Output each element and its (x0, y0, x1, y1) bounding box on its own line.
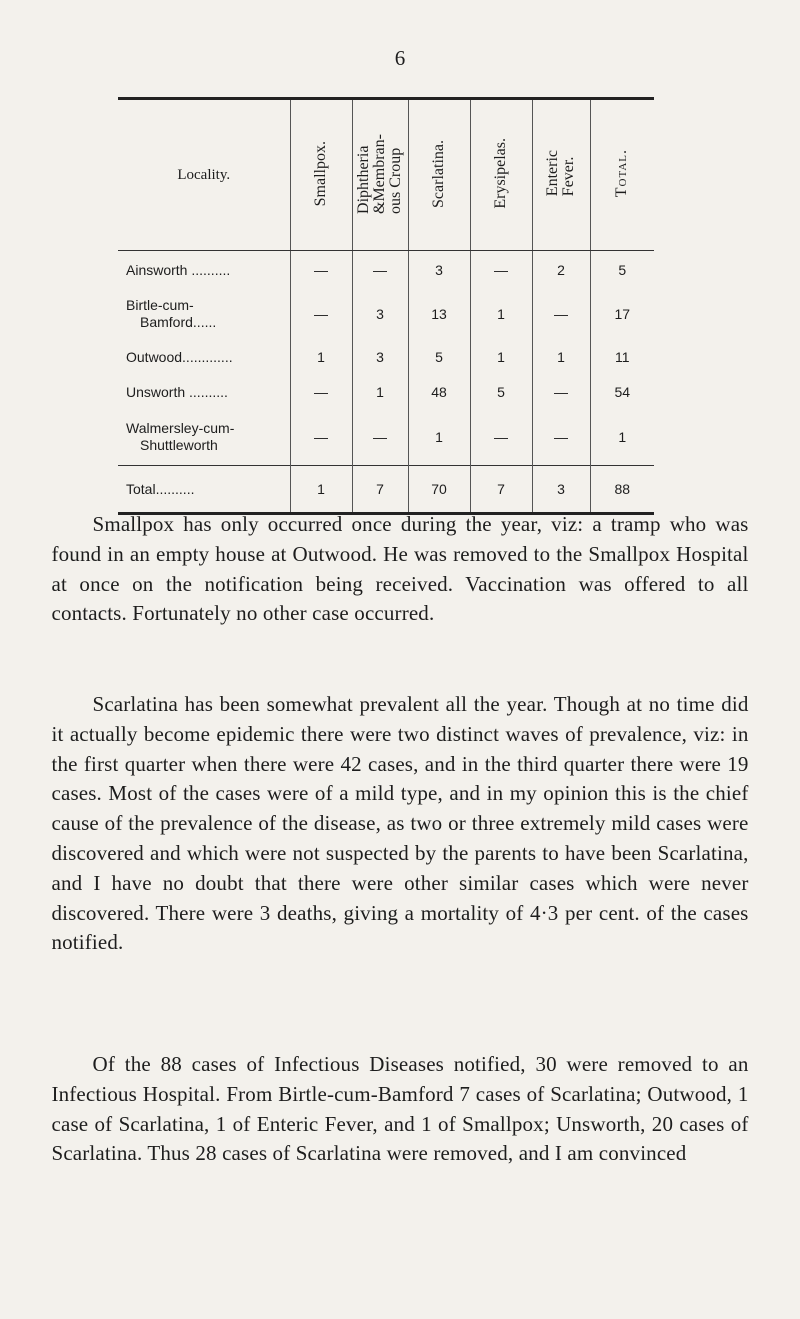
cell-enteric: 1 (532, 339, 590, 375)
header-total: Total. (590, 100, 654, 251)
table-header-row (118, 100, 654, 251)
paragraph-removals (0, 1050, 800, 1169)
cell-enteric: — (532, 409, 590, 466)
infectious-diseases-table (118, 97, 654, 515)
locality-line2: Shuttleworth (140, 437, 218, 453)
cell-locality: Outwood............. (126, 348, 233, 365)
cell-locality (118, 409, 290, 466)
cell-diphtheria: — (352, 251, 408, 290)
header-scarlatina: Scarlatina. (408, 100, 470, 251)
table-row (118, 289, 654, 339)
paragraph-text: Scarlatina has been somewhat prevalent all the year. Though at no time did it actually become epidemic there were two distinct waves of prevalence, viz: in the first quarter when there were 42 cases, and in the third quarter there were 19 cases. Most of the cases were of a mild type, and in my opinion this is the chief cause of the prevalence of the disease, as two or three extremely mild cases were discovered and which were not suspected by the parents to have been Scarlatina, and I have no doubt that there were other similar cases which were never discovered. There were 3 deaths, giving a mortality of 4·3 per cent. of the cases notified. (51, 692, 749, 955)
cell-scarlatina: 3 (408, 251, 470, 290)
locality-line1: Birtle-cum- (126, 297, 194, 313)
cell-scarlatina: 13 (408, 289, 470, 339)
cell-erysipelas: 1 (470, 339, 532, 375)
paragraph-text: Smallpox has only occurred once during the year, viz: a tramp who was found in an empty house at Outwood. He was removed to the Smallpox Hospital at once on the notification being received. Vaccination was offered to all contacts. Fortunately no other case occurred. (51, 512, 749, 626)
cell-total: 17 (590, 289, 654, 339)
locality-line1: Walmersley-cum- (126, 420, 235, 436)
paragraph-scarlatina (0, 690, 800, 958)
cell-scarlatina: 1 (408, 409, 470, 466)
header-enteric: Enteric Fever. (532, 100, 590, 251)
cell-diphtheria: — (352, 409, 408, 466)
page-number: 6 (394, 46, 406, 70)
cell-enteric: — (532, 375, 590, 409)
paragraph-smallpox (0, 510, 800, 629)
cell-erysipelas: — (470, 409, 532, 466)
cell-scarlatina: 70 (408, 466, 470, 513)
cell-diphtheria: 1 (352, 375, 408, 409)
table-row (118, 251, 654, 290)
stats-table (118, 100, 654, 512)
cell-locality (118, 289, 290, 339)
cell-smallpox: — (290, 409, 352, 466)
cell-total: 88 (590, 466, 654, 513)
cell-total: 11 (590, 339, 654, 375)
cell-scarlatina: 5 (408, 339, 470, 375)
locality-line2: Bamford...... (140, 314, 217, 330)
cell-locality: Ainsworth .......... (126, 261, 231, 278)
cell-total-label: Total.......... (118, 466, 290, 513)
header-diphtheria: Diphtheria &Membran- ous Croup (352, 100, 408, 251)
table-total-row (118, 466, 654, 513)
cell-erysipelas: 7 (470, 466, 532, 513)
cell-smallpox: 1 (290, 466, 352, 513)
cell-diphtheria: 7 (352, 466, 408, 513)
cell-smallpox: 1 (290, 339, 352, 375)
cell-enteric: 3 (532, 466, 590, 513)
cell-smallpox: — (290, 289, 352, 339)
cell-diphtheria: 3 (352, 339, 408, 375)
header-smallpox: Smallpox. (290, 100, 352, 251)
cell-scarlatina: 48 (408, 375, 470, 409)
table-row (118, 375, 654, 409)
cell-enteric: 2 (532, 251, 590, 290)
table-row (118, 339, 654, 375)
cell-locality: Unsworth .......... (126, 383, 228, 400)
cell-enteric: — (532, 289, 590, 339)
table-row (118, 409, 654, 466)
cell-erysipelas: 5 (470, 375, 532, 409)
header-erysipelas: Erysipelas. (470, 100, 532, 251)
paragraph-text: Of the 88 cases of Infectious Diseases notified, 30 were removed to an Infectious Hospital. From Birtle-cum-Bamford 7 cases of Scarlatina; Outwood, 1 case of Scarlatina, 1 of Enteric Fever, and 1 of Smallpox; Unsworth, 20 cases of Scarlatina. Thus 28 cases of Scarlatina were removed, and I am convinced (51, 1052, 749, 1166)
cell-erysipelas: — (470, 251, 532, 290)
cell-erysipelas: 1 (470, 289, 532, 339)
cell-smallpox: — (290, 375, 352, 409)
header-locality: Locality. (118, 100, 290, 251)
cell-total: 1 (590, 409, 654, 466)
cell-smallpox: — (290, 251, 352, 290)
cell-total: 54 (590, 375, 654, 409)
cell-diphtheria: 3 (352, 289, 408, 339)
cell-total: 5 (590, 251, 654, 290)
